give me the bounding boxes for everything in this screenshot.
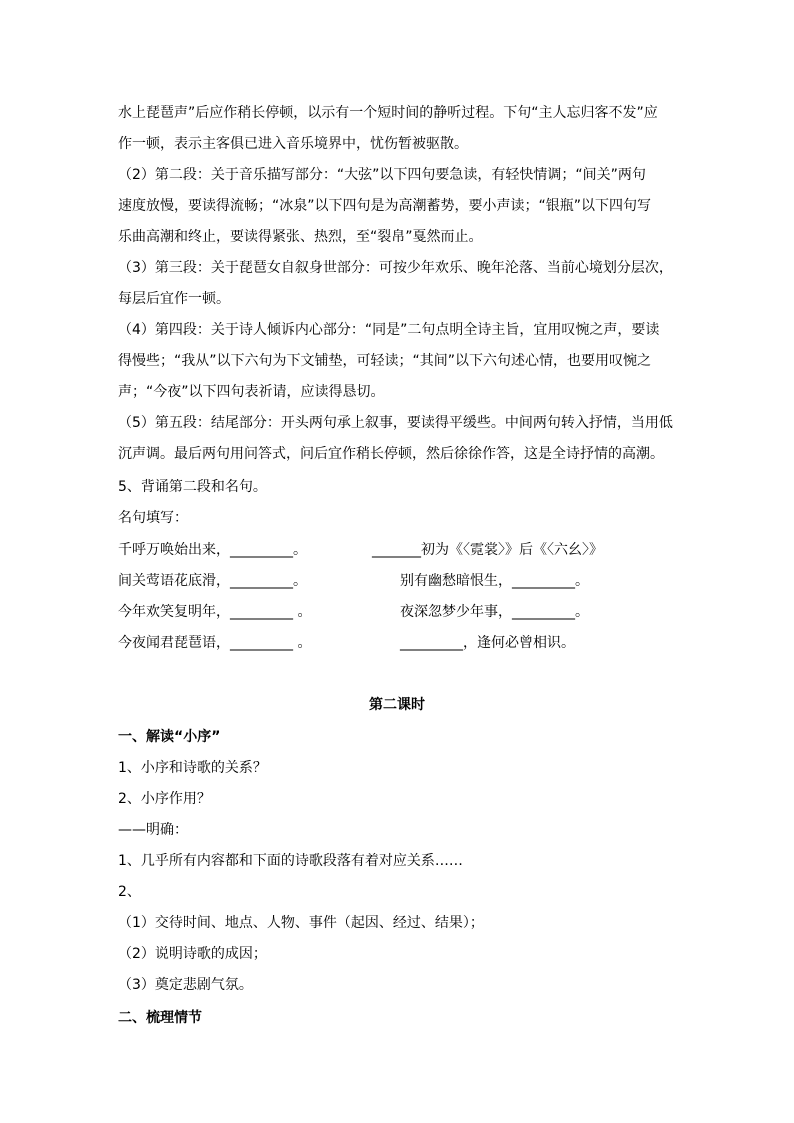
fill-in-left: 今夜闻君琵琶语，_________ 。 — [118, 635, 312, 651]
paragraph-line: （5）第五段：结尾部分：开头两句承上叙事，要读得平缓些。中间两句转入抒情，当用低 — [118, 415, 673, 431]
fill-in-left: 千呼万唤始出来，_________。 — [118, 542, 307, 558]
paragraph-line: 沉声调。最后两句用问答式，问后宜作稍长停顿，然后徐徐作答，这是全诗抒情的高潮。 — [118, 446, 664, 462]
fill-in-left: 今年欢笑复明年，_________ 。 — [118, 604, 312, 620]
paragraph-line: 作一顿，表示主客俱已进入音乐境界中，忧伤暂被驱散。 — [118, 136, 468, 152]
fill-in-row — [118, 633, 678, 653]
list-item: 1、几乎所有内容都和下面的诗歌段落有着对应关系…… — [118, 853, 463, 869]
paragraph-line: （2）第二段：关于音乐描写部分：“大弦”以下四句要急读，有轻快情调；“间关”两句 — [118, 167, 646, 183]
fill-in-right: 夜深忽梦少年事，_________。 — [400, 604, 589, 620]
section-heading: 二、梳理情节 — [118, 1010, 202, 1026]
paragraph-line: 速度放慢，要读得流畅；“冰泉”以下四句是为高潮蓄势，要小声读；“银瓶”以下四句写 — [118, 198, 652, 214]
list-item: 1、小序和诗歌的关系？ — [118, 760, 267, 776]
paragraph-line: 水上琵琶声”后应作稍长停顿，以示有一个短时间的静听过程。下句“主人忘归客不发”应 — [118, 105, 658, 121]
paragraph-line: 乐曲高潮和终止，要读得紧张、热烈，至“裂帛”戛然而止。 — [118, 229, 483, 245]
fill-in-right: _________，逢何必曾相识。 — [400, 635, 575, 651]
list-item: 5、背诵第二段和名句。 — [118, 479, 267, 495]
fill-in-right: 别有幽愁暗恨生，_________。 — [400, 573, 589, 589]
fill-in-right: _______初为《〈霓裳〉》后《〈六幺〉》 — [372, 542, 603, 558]
lesson-title: 第二课时 — [369, 697, 425, 713]
list-item: （2）说明诗歌的成因； — [118, 946, 267, 962]
paragraph-line: （4）第四段：关于诗人倾诉内心部分：“同是”二句点明全诗主旨，宜用叹惋之声，要读 — [118, 322, 660, 338]
clarify-label: ——明确： — [118, 822, 188, 838]
fill-in-row — [118, 571, 678, 591]
paragraph-line: 每层后宜作一顿。 — [118, 291, 230, 307]
list-item: （3）奠定悲剧气氛。 — [118, 977, 253, 993]
fill-in-row — [118, 602, 678, 622]
list-item: 2、 — [118, 884, 141, 900]
fill-in-title: 名句填写： — [118, 510, 188, 526]
fill-in-row — [118, 540, 678, 560]
paragraph-line: 声；“今夜”以下四句表祈请，应读得恳切。 — [118, 384, 385, 400]
fill-in-left: 间关莺语花底滑，_________。 — [118, 573, 307, 589]
section-heading: 一、解读“小序” — [118, 729, 221, 745]
paragraph-line: （3）第三段：关于琵琶女自叙身世部分：可按少年欢乐、晚年沦落、当前心境划分层次， — [118, 260, 673, 276]
list-item: （1）交待时间、地点、人物、事件（起因、经过、结果）； — [118, 915, 484, 931]
paragraph-line: 得慢些；“我从”以下六句为下文铺垫，可轻读；“其间”以下六句述心情，也要用叹惋之 — [118, 353, 652, 369]
list-item: 2、小序作用？ — [118, 791, 211, 807]
